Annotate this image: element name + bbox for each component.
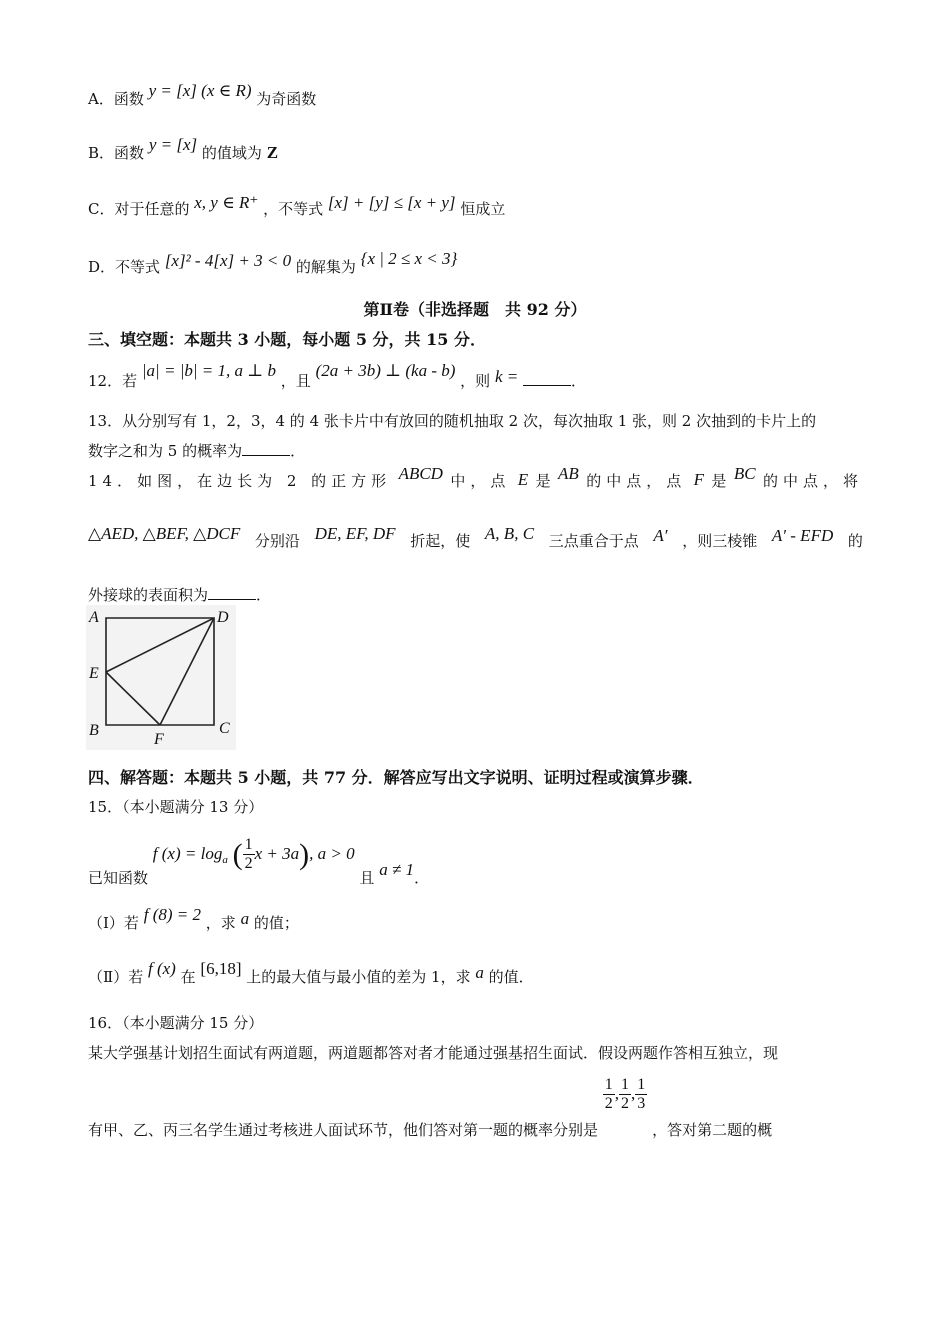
square-figure <box>86 605 236 750</box>
question-16-line1: 某大学强基计划招生面试有两道题，两道题都答对者才能通过强基招生面试．假设两题作答相互独立，现 <box>88 1044 779 1062</box>
option-c: C．对于任意的 x, y ∈ R⁺ ，不等式 [x] + [y] ≤ [x + y] 恒成立 <box>88 193 506 218</box>
option-c-math1: x, y ∈ R⁺ <box>194 193 259 212</box>
question-13-line1: 13．从分别写有 1，2，3，4 的 4 张卡片中有放回的随机抽取 2 次，每次抽取 1 张，则 2 次抽到的卡片上的 <box>88 412 817 430</box>
section4-title: 四、解答题：本题共 5 小题，共 77 分．解答应写出文字说明、证明过程或演算步骤． <box>88 768 704 787</box>
question-14-line1: 14．如图，在边长为 2 的正方形 ABCD 中，点 E 是 AB 的中点，点 F 是 BC 的中点，将 <box>88 464 863 490</box>
section3-title: 三、填空题：本题共 3 小题，每小题 5 分，共 15 分． <box>88 330 486 349</box>
part2-title: 第Ⅱ卷（非选择题 共 92 分） <box>363 300 587 319</box>
label-f: F <box>154 731 164 748</box>
label-b: B <box>89 722 99 739</box>
option-d-math2: {x | 2 ≤ x < 3} <box>360 249 458 268</box>
question-15-part1: （Ⅰ）若 f (8) = 2 ，求 a 的值； <box>88 905 299 932</box>
q14-answer-blank <box>208 599 256 600</box>
q12-answer-blank <box>523 385 571 386</box>
option-b-math: y = [x] <box>148 135 198 154</box>
option-b: B．函数 y = [x] 的值域为 Z <box>88 135 279 162</box>
option-c-math2: [x] + [y] ≤ [x + y] <box>327 193 456 212</box>
question-12: 12．若 |a| = |b| = 1, a ⊥ b ，且 (2a + 3b) ⊥ (ka - b) ，则 k = ． <box>88 361 587 390</box>
label-c: C <box>219 720 230 737</box>
label-d: D <box>217 609 229 626</box>
question-15-head: 15．（本小题满分 13 分） <box>88 798 264 816</box>
q12-math1: |a| = |b| = 1, a ⊥ b <box>141 361 276 380</box>
question-16-line2: 有甲、乙、丙三名学生通过考核进人面试环节，他们答对第一题的概率分别是 $\frac{1}{2}$ , $\frac{1}{2}$ , $\frac{1}{3}$ ，答对第二题的概 <box>88 1076 773 1139</box>
question-16-head: 16．（本小题满分 15 分） <box>88 1014 264 1032</box>
option-d-math1: [x]² - 4[x] + 3 < 0 <box>164 251 292 270</box>
q16-probabilities: $\frac{1}{2}$ , $\frac{1}{2}$ , $\frac{1}{3}$ <box>604 1076 646 1112</box>
question-15-function: 已知函数 f $(x) = \log_a$ ( $\frac{1}{2}$ x + 3a), a > 0 且 a ≠ 1． <box>88 836 430 887</box>
label-a: A <box>89 609 99 626</box>
question-15-part2: （Ⅱ）若 f (x) 在 [6,18] 上的最大值与最小值的差为 1，求 a 的值． <box>88 959 534 986</box>
option-d: D．不等式 [x]² - 4[x] + 3 < 0 的解集为 {x | 2 ≤ x < 3} <box>88 249 458 276</box>
question-14-line3: 外接球的表面积为 ． <box>88 586 272 604</box>
option-a: A．函数 y = [x] (x ∈ R) 为奇函数 <box>88 81 317 108</box>
label-e: E <box>89 665 99 682</box>
question-13-line2: 数字之和为 5 的概率为 ． <box>88 442 306 460</box>
question-14-line2: △AED, △BEF, △DCF 分别沿 DE, EF, DF 折起，使 A, B, C 三点重合于点 A′ ，则三棱锥 A′ - EFD 的 <box>88 524 863 550</box>
q13-answer-blank <box>242 455 290 456</box>
q12-math2: (2a + 3b) ⊥ (ka - b) <box>315 361 456 380</box>
option-a-math: y = [x] (x ∈ R) <box>148 81 252 100</box>
